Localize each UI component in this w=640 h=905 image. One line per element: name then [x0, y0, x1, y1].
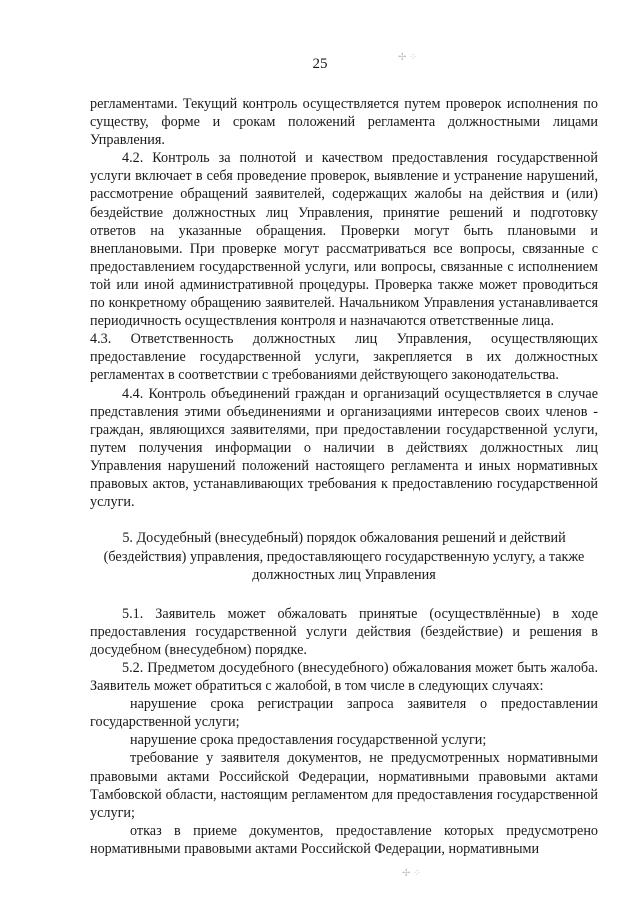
- paragraph-5-2: 5.2. Предметом досудебного (внесудебного) обжалования может быть жалоба. Заявитель может обратиться с жалобой, в том числе в следующих случаях:: [90, 659, 598, 695]
- seal-mark-bottom: ✢ ⁘: [402, 868, 422, 879]
- list-item-extra-documents: требование у заявителя документов, не предусмотренных нормативными правовыми актами Российской Федерации, нормативными правовыми актами Тамбовской области, настоящим регламентом для предоставления государственной услуги;: [90, 750, 598, 821]
- paragraph-4-2: 4.2. Контроль за полнотой и качеством предоставления государственной услуги включает в себя проведение проверок, выявление и устранение нарушений, рассмотрение обращений заявителей, содержащих жалобы на действия и (или) бездействие должностных лиц Управления, принятие решений и подготовку ответов на указанные обращения. Проверки могут быть плановыми и внеплановыми. При проверке могут рассматриваться все вопросы, связанные с предоставлением государственной услуги, или вопросы, связанные с исполнением той или иной административной процедуры. Проверка также может проводиться по конкретному обращению заявителей. Начальником Управления устанавливается периодичность осуществления контроля и назначаются ответственные лица.: [90, 150, 598, 330]
- document-body: [90, 95, 598, 858]
- list-item-registration-delay: нарушение срока регистрации запроса заявителя о предоставлении государственной услуги;: [90, 696, 598, 731]
- list-item-service-delay: нарушение срока предоставления государственной услуги;: [130, 732, 487, 749]
- page-number: 25: [312, 56, 328, 72]
- list-item-refusal-documents: отказ в приеме документов, предоставление которых предусмотрено нормативными правовыми актами Российской Федерации, нормативными: [90, 822, 598, 857]
- paragraph-4-3: 4.3. Ответственность должностных лиц Управления, осуществляющих предоставление государственной услуги, закрепляется в их должностных регламентах в соответствии с требованиями действующего законодательства.: [90, 331, 598, 384]
- paragraph-4-4: 4.4. Контроль объединений граждан и организаций осуществляется в случае представления этими объединениями и организациями интересов своих членов - граждан, являющихся заявителями, при предоставлении государственной услуги, путем получения информации о наличии в действиях должностных лиц Управления нарушений положений настоящего регламента и иных нормативных правовых актов, устанавливающих требования к предоставлению государственной услуги.: [90, 385, 598, 511]
- seal-mark-top: ✢ ⁘: [398, 52, 418, 63]
- paragraph-5-1: 5.1. Заявитель может обжаловать принятые (осуществлённые) в ходе предоставления государственной услуги действия (бездействие) и решения в досудебном (внесудебном) порядке.: [90, 605, 598, 658]
- paragraph-regulations-continued: регламентами. Текущий контроль осуществляется путем проверок исполнения по существу, форме и срокам положений регламента должностными лицами Управления.: [90, 96, 598, 149]
- section-5-title: 5. Досудебный (внесудебный) порядок обжалования решений и действий (бездействия) управления, предоставляющего государственную услугу, а также должностных лиц Управления: [103, 530, 585, 584]
